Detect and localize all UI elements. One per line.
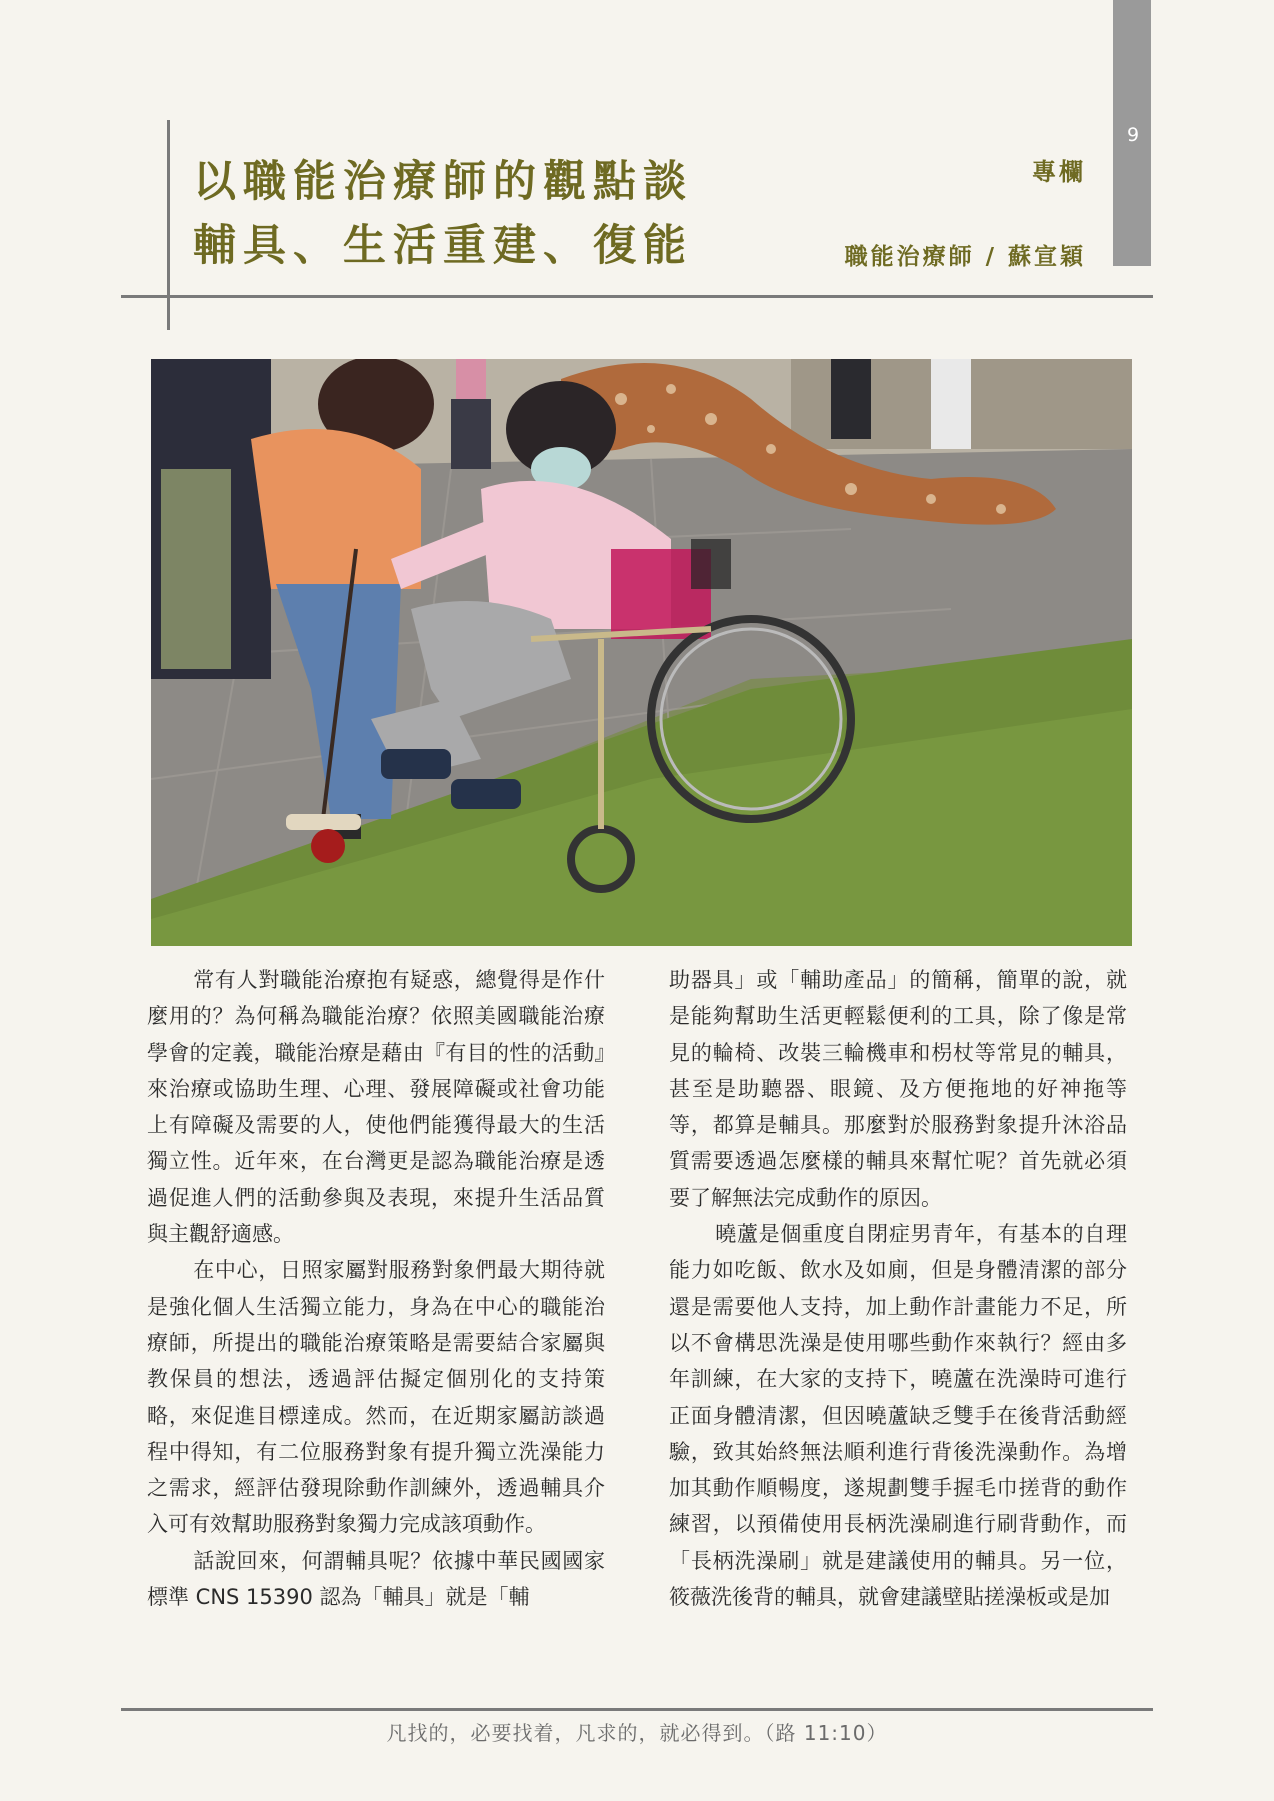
body-column-left bbox=[147, 962, 605, 1615]
footer-quote: 凡找的，必要找着，凡求的，就必得到。（路 11:10） bbox=[386, 1721, 888, 1745]
author-byline: 職能治療師 / 蘇宣穎 bbox=[844, 244, 1086, 270]
article-title bbox=[193, 150, 693, 278]
article-photo bbox=[151, 359, 1132, 946]
title-line-1: 以職能治療師的觀點談 bbox=[193, 157, 693, 207]
footer-rule bbox=[121, 1708, 1153, 1711]
wheelchair-golf-photo bbox=[151, 359, 1132, 946]
body-paragraph: 曉蘆是個重度自閉症男青年，有基本的自理能力如吃飯、飲水及如廁，但是身體清潔的部分還是需要他人支持，加上動作計畫能力不足，所以不會構思洗澡是使用哪些動作來執行？經由多年訓練，在大家的支持下，曉蘆在洗澡時可進行正面身體清潔，但因曉蘆缺乏雙手在後背活動經驗，致其始終無法順利進行背後洗澡動作。為增加其動作順暢度，遂規劃雙手握毛巾搓背的動作練習，以預備使用長柄洗澡刷進行刷背動作，而「長柄洗澡刷」就是建議使用的輔具。另一位，筱薇洗後背的輔具，就會建議壁貼搓澡板或是加 bbox=[669, 1222, 1127, 1610]
title-horizontal-rule bbox=[121, 295, 1153, 298]
column-label: 專欄 bbox=[1032, 158, 1086, 186]
body-column-right bbox=[669, 962, 1127, 1615]
page-number: 9 bbox=[1126, 124, 1140, 146]
title-vertical-rule bbox=[167, 120, 170, 330]
body-paragraph: 話說回來，何謂輔具呢？依據中華民國國家標準 CNS 15390 認為「輔具」就是「輔 bbox=[147, 1548, 605, 1610]
body-paragraph: 常有人對職能治療抱有疑惑，總覺得是作什麼用的？為何稱為職能治療？依照美國職能治療學會的定義，職能治療是藉由『有目的性的活動』來治療或協助生理、心理、發展障礙或社會功能上有障礙及需要的人，使他們能獲得最大的生活獨立性。近年來，在台灣更是認為職能治療是透過促進人們的活動參與及表現，來提升生活品質與主觀舒適感。 bbox=[147, 968, 605, 1247]
title-line-2: 輔具、生活重建、復能 bbox=[193, 221, 693, 271]
body-paragraph: 在中心，日照家屬對服務對象們最大期待就是強化個人生活獨立能力，身為在中心的職能治療師，所提出的職能治療策略是需要結合家屬與教保員的想法，透過評估擬定個別化的支持策略，來促進目標達成。然而，在近期家屬訪談過程中得知，有二位服務對象有提升獨立洗澡能力之需求，經評估發現除動作訓練外，透過輔具介入可有效幫助服務對象獨力完成該項動作。 bbox=[147, 1258, 605, 1537]
body-paragraph: 助器具」或「輔助產品」的簡稱，簡單的說，就是能夠幫助生活更輕鬆便利的工具，除了像是常見的輪椅、改裝三輪機車和枴杖等常見的輔具，甚至是助聽器、眼鏡、及方便拖地的好神拖等等，都算是輔具。那麼對於服務對象提升沐浴品質需要透過怎麼樣的輔具來幫忙呢？首先就必須要了解無法完成動作的原因。 bbox=[669, 968, 1127, 1210]
